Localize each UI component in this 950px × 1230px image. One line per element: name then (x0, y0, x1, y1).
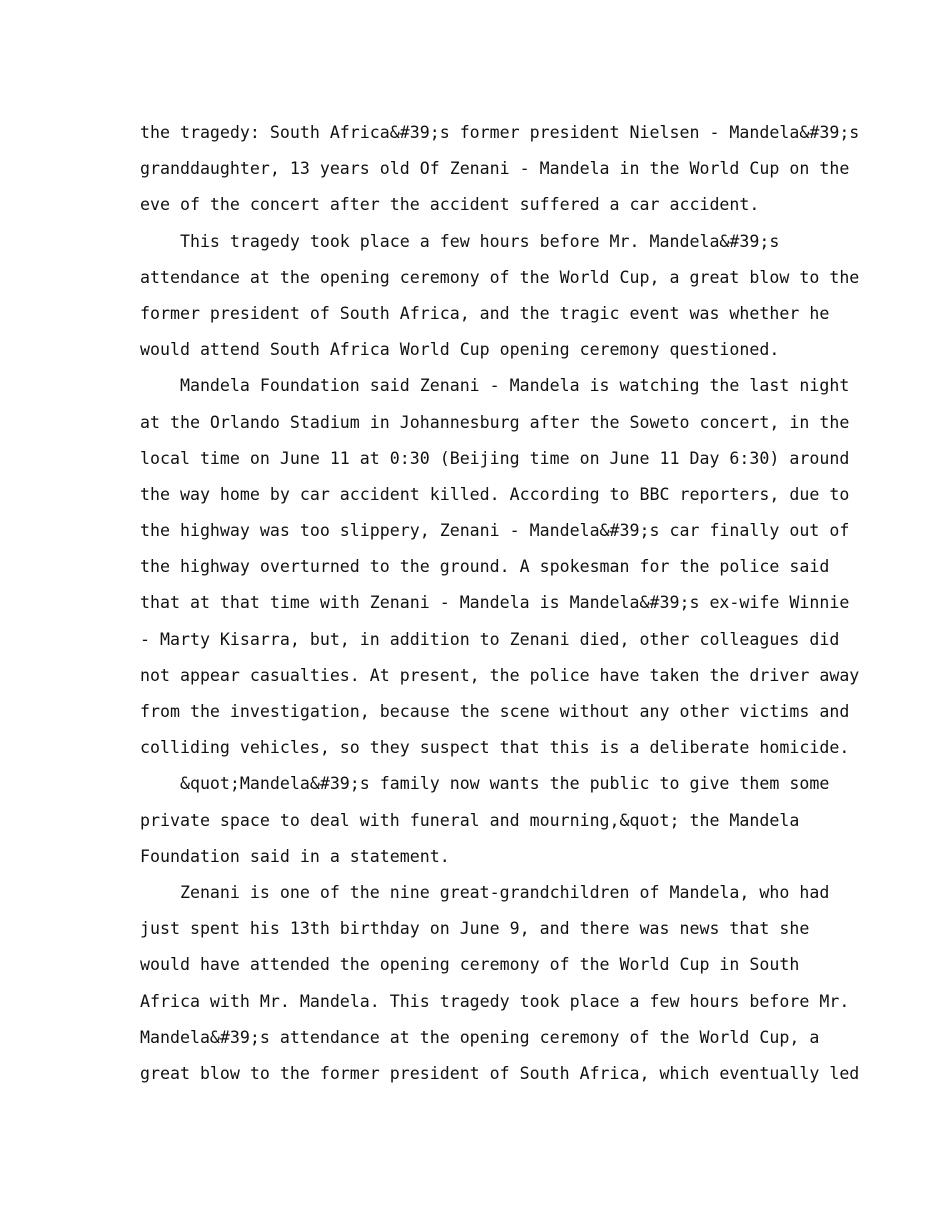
text-line: This tragedy took place a few hours before Mr. Mandela&#39;s (140, 231, 780, 251)
text-line: Mandela&#39;s attendance at the opening ceremony of the World Cup, a (140, 1027, 820, 1047)
text-line: would attend South Africa World Cup opening ceremony questioned. (140, 340, 780, 360)
text-line: the highway was too slippery, Zenani - Mandela&#39;s car finally out of (140, 521, 850, 541)
text-line: at the Orlando Stadium in Johannesburg after the Soweto concert, in the (140, 412, 850, 432)
text-line: Foundation said in a statement. (140, 846, 450, 866)
text-line: Africa with Mr. Mandela. This tragedy took place a few hours before Mr. (140, 991, 850, 1011)
text-line: not appear casualties. At present, the police have taken the driver away (140, 665, 860, 685)
text-line: from the investigation, because the scene without any other victims and (140, 702, 850, 721)
text-line: attendance at the opening ceremony of the World Cup, a great blow to the (140, 267, 860, 287)
text-line: the highway overturned to the ground. A spokesman for the police said (140, 557, 830, 577)
text-line: Zenani is one of the nine great-grandchildren of Mandela, who had (140, 882, 830, 902)
text-line: just spent his 13th birthday on June 9, and there was news that she (140, 919, 810, 939)
text-line: the tragedy: South Africa&#39;s former president Nielsen - Mandela&#39;s (140, 123, 860, 142)
text-line: the way home by car accident killed. According to BBC reporters, due to (140, 484, 850, 504)
document-body (140, 115, 860, 1092)
text-line: former president of South Africa, and the tragic event was whether he (140, 303, 830, 323)
text-line: - Marty Kisarra, but, in addition to Zenani died, other colleagues did (140, 629, 840, 649)
text-line: &quot;Mandela&#39;s family now wants the public to give them some (140, 774, 830, 794)
text-line: local time on June 11 at 0:30 (Beijing time on June 11 Day 6:30) around (140, 448, 850, 468)
text-line: would have attended the opening ceremony of the World Cup in South (140, 955, 800, 975)
text-line: granddaughter, 13 years old Of Zenani - Mandela in the World Cup on the (140, 159, 850, 179)
text-line: that at that time with Zenani - Mandela is Mandela&#39;s ex-wife Winnie (140, 593, 850, 613)
text-line: Mandela Foundation said Zenani - Mandela is watching the last night (140, 376, 850, 396)
text-line: colliding vehicles, so they suspect that this is a deliberate homicide. (140, 738, 850, 758)
text-line: great blow to the former president of South Africa, which eventually led (140, 1063, 860, 1083)
text-line: eve of the concert after the accident suffered a car accident. (140, 195, 760, 215)
text-line: private space to deal with funeral and mourning,&quot; the Mandela (140, 810, 800, 830)
